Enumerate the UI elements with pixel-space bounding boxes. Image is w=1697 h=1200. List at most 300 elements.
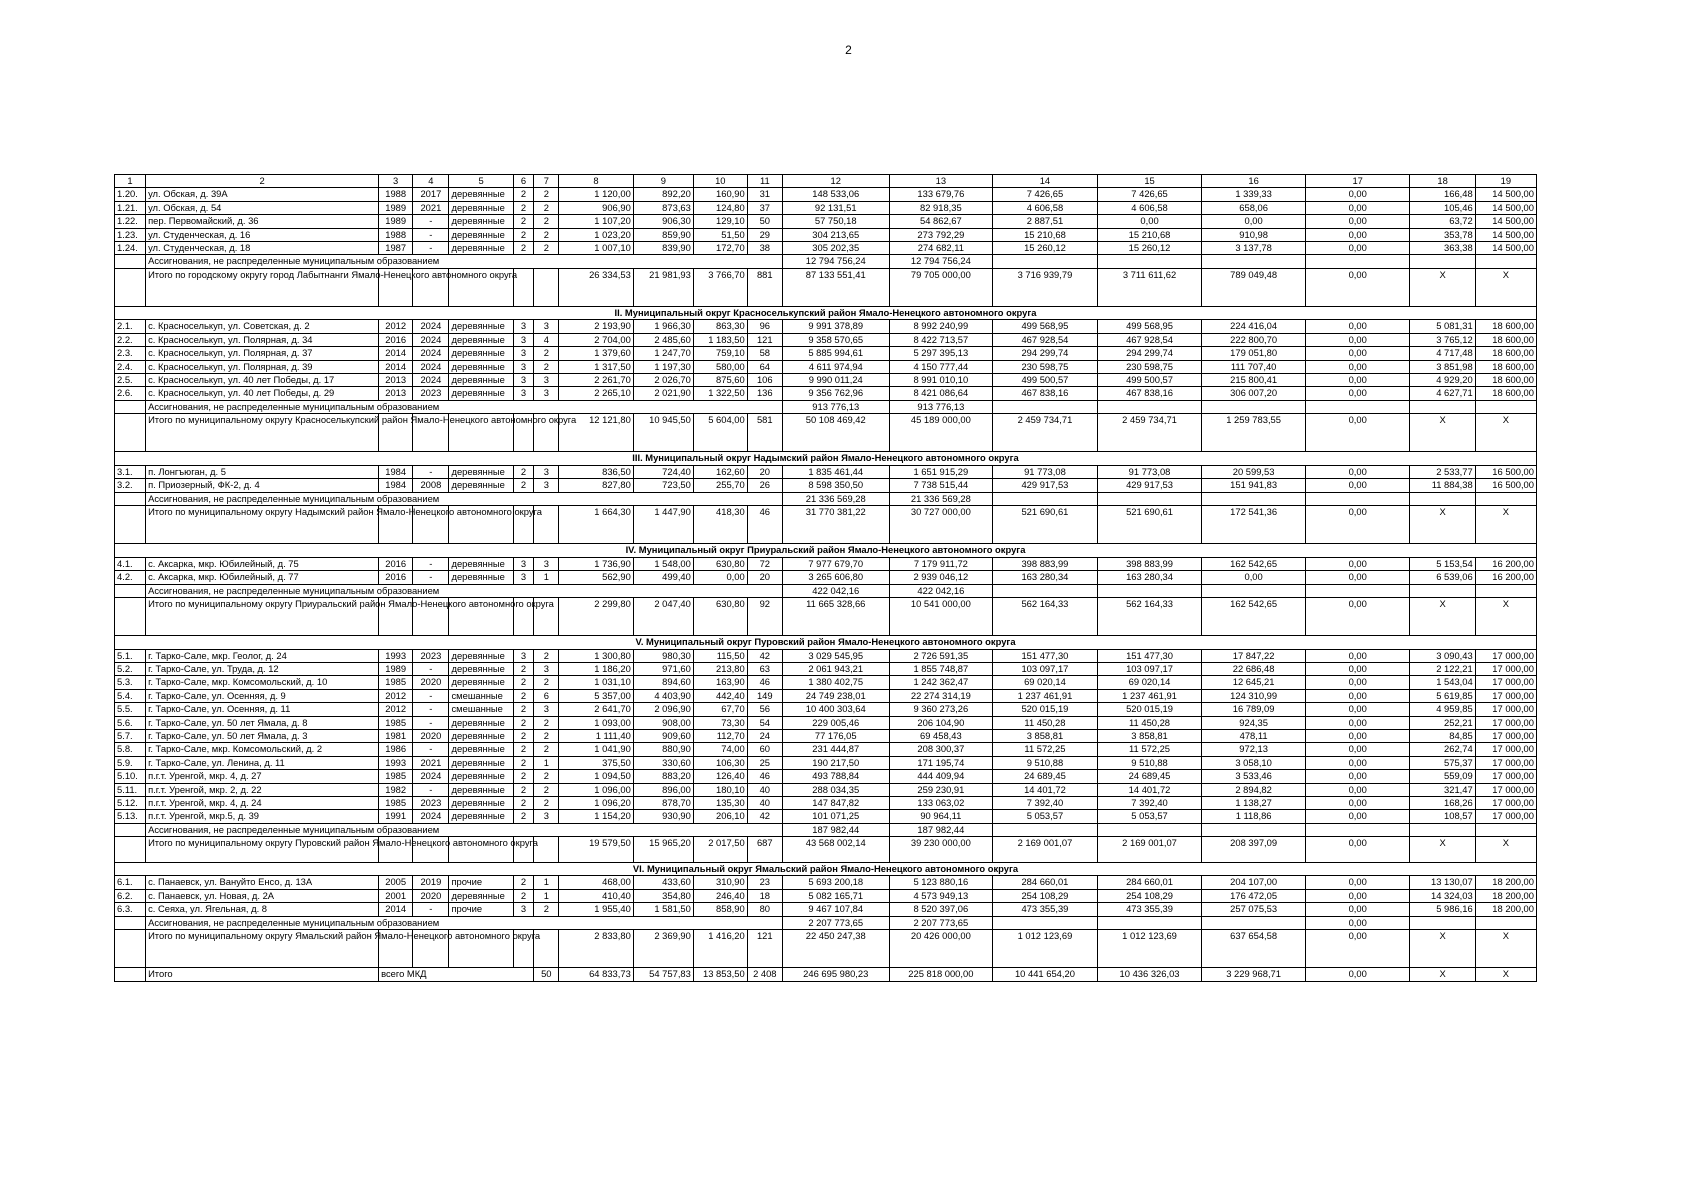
table-cell: 14 500,00: [1475, 188, 1536, 201]
unallocated-value: 2 207 773,65: [782, 916, 889, 929]
table-cell: 2014: [379, 360, 413, 373]
table-cell: 2 533,77: [1410, 465, 1475, 478]
subtotal-value: 10 541 000,00: [889, 597, 993, 635]
table-cell: 50: [747, 215, 782, 228]
table-cell: 9 467 107,84: [782, 903, 889, 916]
table-cell: деревянные: [449, 333, 513, 346]
table-cell: 163 280,34: [993, 571, 1098, 584]
table-cell: 73,30: [693, 716, 747, 729]
unallocated-value: [1410, 584, 1475, 597]
table-cell: 18 600,00: [1475, 347, 1536, 360]
table-row: [115, 557, 1537, 570]
table-cell: 2.3.: [115, 347, 146, 360]
table-cell: 224 416,04: [1202, 320, 1306, 333]
table-cell: 3: [513, 571, 534, 584]
table-cell: ул. Обская, д. 54: [146, 201, 379, 214]
table-cell: с. Красноселькуп, ул. 40 лет Победы, д. 17: [146, 374, 379, 387]
table-cell: 5.8.: [115, 743, 146, 756]
table-cell: 54: [747, 716, 782, 729]
table-cell: 40: [747, 796, 782, 809]
table-cell: 31: [747, 188, 782, 201]
table-cell: 2020: [413, 676, 449, 689]
unallocated-value: [1410, 916, 1475, 929]
table-cell: 7 426,65: [1097, 188, 1202, 201]
subtotal-row: [115, 506, 1537, 544]
subtotal-value: 5 604,00: [693, 414, 747, 452]
table-cell: 520 015,19: [993, 703, 1098, 716]
table-cell: 190 217,50: [782, 756, 889, 769]
table-cell: 6.3.: [115, 903, 146, 916]
table-cell: 2020: [413, 889, 449, 902]
table-cell: 11 450,28: [1097, 716, 1202, 729]
table-cell: 15 260,12: [1097, 242, 1202, 255]
table-cell: 2: [513, 188, 534, 201]
table-cell: г. Тарко-Сале, мкр. Геолог, д. 24: [146, 649, 379, 662]
table-cell: деревянные: [449, 360, 513, 373]
table-cell: прочие: [449, 903, 513, 916]
table-cell: деревянные: [449, 465, 513, 478]
table-row: [115, 215, 1537, 228]
table-cell: 16 500,00: [1475, 479, 1536, 492]
subtotal-value: 2 459 734,71: [1097, 414, 1202, 452]
table-cell: 5.12.: [115, 796, 146, 809]
subtotal-value: X: [1475, 930, 1536, 968]
column-number: 5: [449, 175, 513, 188]
table-cell: 2024: [413, 320, 449, 333]
table-cell: 0,00: [693, 571, 747, 584]
table-cell: 106,30: [693, 756, 747, 769]
table-cell: 2 641,70: [559, 703, 634, 716]
table-cell: 2: [513, 876, 534, 889]
table-cell: 883,20: [633, 770, 693, 783]
table-cell: 859,90: [633, 228, 693, 241]
subtotal-value: 39 230 000,00: [889, 837, 993, 863]
table-cell: 0,00: [1305, 387, 1410, 400]
subtotal-label: Итого по муниципальному округу Ямальский район Ямало-Ненецкого автономного округа: [146, 930, 379, 968]
table-row: [115, 729, 1537, 742]
table-cell: 15 210,68: [1097, 228, 1202, 241]
table-cell: 2: [534, 743, 559, 756]
table-cell: 7 977 679,70: [782, 557, 889, 570]
table-cell: 310,90: [693, 876, 747, 889]
table-cell: 1985: [379, 770, 413, 783]
table-cell: 147 847,82: [782, 796, 889, 809]
column-number: 7: [534, 175, 559, 188]
table-cell: 906,90: [559, 201, 634, 214]
subtotal-value: 19 579,50: [559, 837, 634, 863]
table-cell: 92 131,51: [782, 201, 889, 214]
column-number: 12: [782, 175, 889, 188]
unallocated-value: [993, 823, 1098, 836]
table-cell: 13 130,07: [1410, 876, 1475, 889]
empty-cell: [115, 584, 146, 597]
grand-total-value: 225 818 000,00: [889, 968, 993, 981]
table-cell: 3: [534, 810, 559, 823]
column-number: 6: [513, 175, 534, 188]
table-cell: 180,10: [693, 783, 747, 796]
table-cell: 294 299,74: [1097, 347, 1202, 360]
table-cell: 3 265 606,80: [782, 571, 889, 584]
subtotal-value: 2 169 001,07: [993, 837, 1098, 863]
table-cell: 17 000,00: [1475, 796, 1536, 809]
table-cell: 2012: [379, 703, 413, 716]
table-cell: 1 118,86: [1202, 810, 1306, 823]
table-cell: 1 379,60: [559, 347, 634, 360]
table-cell: с. Панаевск, ул. Вануйто Енсо, д. 13А: [146, 876, 379, 889]
mkd-count: 50: [534, 968, 559, 981]
table-cell: 9 360 273,26: [889, 703, 993, 716]
table-cell: 42: [747, 810, 782, 823]
table-cell: 4 717,48: [1410, 347, 1475, 360]
table-cell: 1 339,33: [1202, 188, 1306, 201]
table-cell: 7 179 911,72: [889, 557, 993, 570]
table-cell: 1 197,30: [633, 360, 693, 373]
table-row: [115, 360, 1537, 373]
grand-total-value: 2 408: [747, 968, 782, 981]
grand-total-value: 3 229 968,71: [1202, 968, 1306, 981]
unallocated-value: [1202, 823, 1306, 836]
table-cell: 1 023,20: [559, 228, 634, 241]
unallocated-value: [1305, 492, 1410, 505]
unallocated-label: Ассигнования, не распределенные муниципальным образованием: [146, 584, 783, 597]
table-cell: 499 500,57: [1097, 374, 1202, 387]
table-cell: 57 750,18: [782, 215, 889, 228]
table-cell: -: [413, 703, 449, 716]
table-cell: 0,00: [1305, 465, 1410, 478]
grand-total-value: 10 441 654,20: [993, 968, 1098, 981]
table-cell: 168,26: [1410, 796, 1475, 809]
table-cell: 2: [534, 649, 559, 662]
table-cell: 11 572,25: [1097, 743, 1202, 756]
table-cell: 9 990 011,24: [782, 374, 889, 387]
table-cell: 166,48: [1410, 188, 1475, 201]
section-title: III. Муниципальный округ Надымский район Ямало-Ненецкого автономного округа: [115, 452, 1537, 465]
table-cell: 1 543,04: [1410, 676, 1475, 689]
table-cell: с. Красноселькуп, ул. Советская, д. 2: [146, 320, 379, 333]
table-cell: 873,63: [633, 201, 693, 214]
empty-cell: [115, 916, 146, 929]
subtotal-value: 30 727 000,00: [889, 506, 993, 544]
table-cell: ул. Обская, д. 39А: [146, 188, 379, 201]
unallocated-value: [1097, 400, 1202, 413]
table-cell: 2 894,82: [1202, 783, 1306, 796]
table-cell: 1991: [379, 810, 413, 823]
table-cell: 206 104,90: [889, 716, 993, 729]
table-cell: 15 260,12: [993, 242, 1098, 255]
table-cell: 2: [534, 729, 559, 742]
subtotal-value: 2 833,80: [559, 930, 634, 968]
table-cell: 1 183,50: [693, 333, 747, 346]
table-row: [115, 320, 1537, 333]
table-cell: 5.4.: [115, 689, 146, 702]
table-cell: 1 138,27: [1202, 796, 1306, 809]
table-cell: 1989: [379, 215, 413, 228]
empty-cell: [115, 930, 146, 968]
table-cell: 1 096,00: [559, 783, 634, 796]
table-cell: 176 472,05: [1202, 889, 1306, 902]
table-row: [115, 649, 1537, 662]
table-cell: с. Аксарка, мкр. Юбилейный, д. 77: [146, 571, 379, 584]
subtotal-value: 1 012 123,69: [1097, 930, 1202, 968]
table-cell: г. Тарко-Сале, ул. 50 лет Ямала, д. 8: [146, 716, 379, 729]
table-cell: 14 500,00: [1475, 242, 1536, 255]
table-cell: 2 122,21: [1410, 662, 1475, 675]
table-cell: 972,13: [1202, 743, 1306, 756]
subtotal-value: 0,00: [1305, 930, 1410, 968]
table-row: [115, 374, 1537, 387]
table-cell: 91 773,08: [993, 465, 1098, 478]
column-number: 11: [747, 175, 782, 188]
empty-cell: [115, 400, 146, 413]
table-cell: деревянные: [449, 228, 513, 241]
subtotal-value: X: [1475, 414, 1536, 452]
table-cell: 103 097,17: [993, 662, 1098, 675]
unallocated-value: [1202, 255, 1306, 268]
table-cell: 580,00: [693, 360, 747, 373]
table-cell: 1 154,20: [559, 810, 634, 823]
table-cell: 2: [513, 215, 534, 228]
table-cell: 80: [747, 903, 782, 916]
table-cell: 0,00: [1305, 676, 1410, 689]
table-cell: 1 096,20: [559, 796, 634, 809]
subtotal-value: X: [1410, 597, 1475, 635]
subtotal-value: X: [1410, 506, 1475, 544]
table-cell: 38: [747, 242, 782, 255]
table-cell: 22 274 314,19: [889, 689, 993, 702]
table-cell: 3: [534, 557, 559, 570]
table-cell: 1 300,80: [559, 649, 634, 662]
table-cell: 321,47: [1410, 783, 1475, 796]
unallocated-value: 12 794 756,24: [782, 255, 889, 268]
unallocated-label: Ассигнования, не распределенные муниципальным образованием: [146, 255, 783, 268]
table-cell: -: [413, 242, 449, 255]
table-cell: 12 645,21: [1202, 676, 1306, 689]
table-cell: 2 265,10: [559, 387, 634, 400]
table-cell: 273 792,29: [889, 228, 993, 241]
table-cell: 17 000,00: [1475, 743, 1536, 756]
table-cell: 18 200,00: [1475, 903, 1536, 916]
table-cell: 9 991 378,89: [782, 320, 889, 333]
table-cell: 2: [513, 465, 534, 478]
table-cell: 8 598 350,50: [782, 479, 889, 492]
table-cell: 230 598,75: [1097, 360, 1202, 373]
table-cell: 3 533,46: [1202, 770, 1306, 783]
subtotal-value: X: [1475, 597, 1536, 635]
table-cell: 305 202,35: [782, 242, 889, 255]
table-cell: 14 500,00: [1475, 201, 1536, 214]
table-cell: 20: [747, 465, 782, 478]
table-cell: 2: [534, 347, 559, 360]
table-row: [115, 347, 1537, 360]
table-cell: 1985: [379, 796, 413, 809]
subtotal-value: 11 665 328,66: [782, 597, 889, 635]
subtotal-label: Итого по муниципальному округу Приуральский район Ямало-Ненецкого автономного округа: [146, 597, 379, 635]
table-cell: 246,40: [693, 889, 747, 902]
table-cell: 1986: [379, 743, 413, 756]
empty-cell: [115, 268, 146, 306]
unallocated-value: [1097, 492, 1202, 505]
table-cell: 3: [534, 703, 559, 716]
table-cell: 10 400 303,64: [782, 703, 889, 716]
table-cell: 111 707,40: [1202, 360, 1306, 373]
unallocated-value: 0,00: [1305, 916, 1410, 929]
table-cell: 77 176,05: [782, 729, 889, 742]
table-cell: 9 510,88: [1097, 756, 1202, 769]
subtotal-value: 26 334,53: [559, 268, 634, 306]
table-cell: 72: [747, 557, 782, 570]
unallocated-value: [1475, 400, 1536, 413]
table-cell: с. Сеяха, ул. Ягельная, д. 8: [146, 903, 379, 916]
table-cell: 56: [747, 703, 782, 716]
table-cell: -: [413, 903, 449, 916]
table-cell: 17 000,00: [1475, 770, 1536, 783]
table-cell: с. Красноселькуп, ул. Полярная, д. 37: [146, 347, 379, 360]
table-cell: 4 150 777,44: [889, 360, 993, 373]
table-cell: 6 539,06: [1410, 571, 1475, 584]
table-cell: 17 000,00: [1475, 729, 1536, 742]
table-cell: 46: [747, 770, 782, 783]
table-cell: -: [413, 571, 449, 584]
table-cell: 5 053,57: [1097, 810, 1202, 823]
unallocated-value: [993, 916, 1098, 929]
table-cell: 5 081,31: [1410, 320, 1475, 333]
table-cell: 0,00: [1202, 215, 1306, 228]
table-cell: 839,90: [633, 242, 693, 255]
table-cell: смешанные: [449, 689, 513, 702]
table-cell: 3 858,81: [1097, 729, 1202, 742]
table-cell: 0,00: [1305, 242, 1410, 255]
table-cell: 204 107,00: [1202, 876, 1306, 889]
unallocated-value: [1305, 255, 1410, 268]
table-cell: 24 749 238,01: [782, 689, 889, 702]
subtotal-value: 521 690,61: [993, 506, 1098, 544]
subtotal-value: 1 664,30: [559, 506, 634, 544]
column-number: 15: [1097, 175, 1202, 188]
subtotal-value: 0,00: [1305, 597, 1410, 635]
section-title: VI. Муниципальный округ Ямальский район Ямало-Ненецкого автономного округа: [115, 862, 1537, 875]
table-cell: 1989: [379, 662, 413, 675]
subtotal-value: 0,00: [1305, 268, 1410, 306]
table-cell: г. Тарко-Сале, ул. 50 лет Ямала, д. 3: [146, 729, 379, 742]
table-cell: г. Тарко-Сале, ул. Ленина, д. 11: [146, 756, 379, 769]
table-row: [115, 188, 1537, 201]
table-cell: 16 789,09: [1202, 703, 1306, 716]
table-cell: 69 020,14: [993, 676, 1098, 689]
unallocated-label: Ассигнования, не распределенные муниципальным образованием: [146, 400, 783, 413]
subtotal-value: 92: [747, 597, 782, 635]
table-cell: 499,40: [633, 571, 693, 584]
subtotal-value: 3 766,70: [693, 268, 747, 306]
table-cell: 69 020,14: [1097, 676, 1202, 689]
subtotal-value: 1 447,90: [633, 506, 693, 544]
table-cell: 1.23.: [115, 228, 146, 241]
table-cell: 284 660,01: [993, 876, 1098, 889]
table-cell: 16 200,00: [1475, 571, 1536, 584]
table-cell: 254 108,29: [993, 889, 1098, 902]
table-row: [115, 903, 1537, 916]
table-cell: 1: [534, 756, 559, 769]
unallocated-value: [1305, 584, 1410, 597]
table-row: [115, 783, 1537, 796]
table-cell: 58: [747, 347, 782, 360]
table-cell: 4 611 974,94: [782, 360, 889, 373]
table-cell: 2024: [413, 374, 449, 387]
table-cell: 3: [513, 320, 534, 333]
table-cell: 499 568,95: [1097, 320, 1202, 333]
table-row: [115, 703, 1537, 716]
table-cell: 2 096,90: [633, 703, 693, 716]
unallocated-value: [1097, 823, 1202, 836]
table-cell: 0,00: [1305, 662, 1410, 675]
table-cell: 51,50: [693, 228, 747, 241]
table-cell: 0,00: [1305, 360, 1410, 373]
table-cell: 18: [747, 889, 782, 902]
table-cell: 2023: [413, 649, 449, 662]
table-cell: п.г.т. Уренгой, мкр. 4, д. 24: [146, 796, 379, 809]
table-cell: 162 542,65: [1202, 557, 1306, 570]
table-cell: 2024: [413, 347, 449, 360]
unallocated-value: [1475, 255, 1536, 268]
table-cell: деревянные: [449, 374, 513, 387]
grand-total-value: 13 853,50: [693, 968, 747, 981]
table-cell: -: [413, 465, 449, 478]
table-cell: 0,00: [1305, 374, 1410, 387]
table-cell: 2024: [413, 333, 449, 346]
column-number: 16: [1202, 175, 1306, 188]
table-cell: 2 485,60: [633, 333, 693, 346]
table-cell: 2: [534, 770, 559, 783]
table-cell: прочие: [449, 876, 513, 889]
table-cell: 20 599,53: [1202, 465, 1306, 478]
table-cell: 11 884,38: [1410, 479, 1475, 492]
table-cell: 60: [747, 743, 782, 756]
table-cell: 5 297 395,13: [889, 347, 993, 360]
empty-cell: [115, 837, 146, 863]
subtotal-value: 46: [747, 506, 782, 544]
subtotal-value: 789 049,48: [1202, 268, 1306, 306]
table-cell: 2: [513, 662, 534, 675]
subtotal-row: [115, 837, 1537, 863]
subtotal-value: 208 397,09: [1202, 837, 1306, 863]
table-cell: 9 510,88: [993, 756, 1098, 769]
table-cell: 2: [513, 201, 534, 214]
empty-cell: [534, 268, 559, 306]
table-cell: 410,40: [559, 889, 634, 902]
table-cell: 5.10.: [115, 770, 146, 783]
table-cell: 3: [513, 557, 534, 570]
subtotal-value: 881: [747, 268, 782, 306]
unallocated-value: [1202, 584, 1306, 597]
table-cell: 3: [534, 320, 559, 333]
table-cell: 8 991 010,10: [889, 374, 993, 387]
table-cell: 575,37: [1410, 756, 1475, 769]
table-cell: 284 660,01: [1097, 876, 1202, 889]
table-cell: п.г.т. Уренгой, мкр. 2, д. 22: [146, 783, 379, 796]
table-cell: 18 600,00: [1475, 387, 1536, 400]
table-cell: 1 317,50: [559, 360, 634, 373]
table-cell: 1 247,70: [633, 347, 693, 360]
table-cell: 559,09: [1410, 770, 1475, 783]
unallocated-value: 422 042,16: [782, 584, 889, 597]
table-cell: 1.22.: [115, 215, 146, 228]
grand-total-value: 246 695 980,23: [782, 968, 889, 981]
table-cell: 294 299,74: [993, 347, 1098, 360]
table-cell: 467 838,16: [993, 387, 1098, 400]
table-cell: 2: [513, 729, 534, 742]
table-cell: 2019: [413, 876, 449, 889]
subtotal-value: 43 568 002,14: [782, 837, 889, 863]
table-cell: 0,00: [1305, 333, 1410, 346]
